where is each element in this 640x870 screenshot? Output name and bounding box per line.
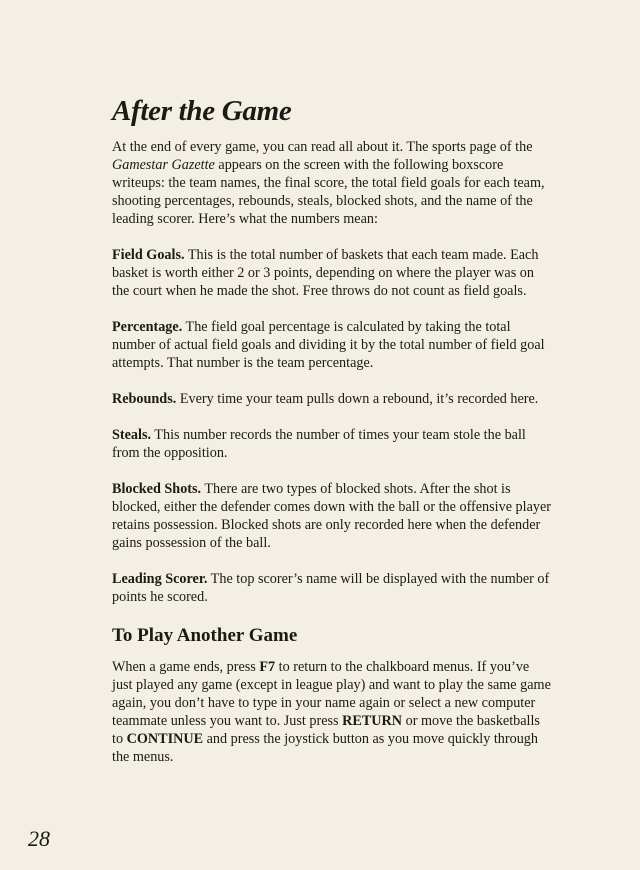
term-label: Leading Scorer.: [112, 571, 208, 587]
term-description: Every time your team pulls down a rebound, it’s recorded here.: [176, 391, 539, 407]
term-field-goals: [112, 246, 552, 300]
intro-text-1: At the end of every game, you can read all about it. The sports page of the: [112, 139, 533, 155]
play-again-paragraph: [112, 658, 552, 766]
term-label: Blocked Shots.: [112, 481, 202, 497]
term-steals: [112, 426, 552, 462]
term-percentage: [112, 318, 552, 372]
term-label: Percentage.: [112, 319, 183, 335]
term-description: The top scorer’s name will be displayed with the number of points he scored.: [112, 571, 550, 605]
term-description: There are two types of blocked shots. After the shot is blocked, either the defender comes down with the ball or the offensive player retains possession. Blocked shots are only recorded here when the defender gains possession of the ball.: [112, 481, 552, 551]
term-description: This is the total number of baskets that each team made. Each basket is worth either 2 or 3 points, depending on where the player was on the court when he made the shot. Free throws do not count as field goals.: [112, 247, 539, 299]
key-continue: CONTINUE: [126, 731, 204, 747]
term-label: Field Goals.: [112, 247, 185, 263]
page-title: After the Game: [112, 95, 292, 127]
play-again-text-4: and press the joystick button as you move quickly through the menus.: [112, 731, 538, 765]
intro-text-2: appears on the screen with the following boxscore writeups: the team names, the final score, the total field goals for each team, shooting percentages, rebounds, steals, blocked shots, and the name of the leading scorer. Here’s what the numbers mean:: [112, 157, 545, 227]
term-rebounds: [112, 390, 552, 408]
term-blocked-shots: [112, 480, 552, 552]
publication-name: Gamestar Gazette: [112, 157, 215, 173]
key-f7: F7: [259, 659, 276, 675]
intro-paragraph: [112, 138, 552, 228]
term-description: The field goal percentage is calculated by taking the total number of actual field goals and dividing it by the total number of field goal attempts. That number is the team percentage.: [112, 319, 545, 371]
play-again-text-1: When a game ends, press: [112, 659, 260, 675]
page-content: [112, 94, 552, 766]
term-leading-scorer: [112, 570, 552, 606]
play-again-text-2: to return to the chalkboard menus. If you’ve just played any game (except in league play) and want to play the same game again, you don’t have to type in your name again or select a new computer teammate unless you want to. Just press: [112, 659, 551, 729]
key-return: RETURN: [342, 713, 403, 729]
term-label: Steals.: [112, 427, 152, 443]
term-label: Rebounds.: [112, 391, 177, 407]
term-description: This number records the number of times your team stole the ball from the opposition.: [112, 427, 526, 461]
section-heading: To Play Another Game: [112, 625, 298, 646]
page-number: 28: [28, 826, 50, 851]
play-again-text-3: or move the basketballs to: [112, 713, 540, 747]
